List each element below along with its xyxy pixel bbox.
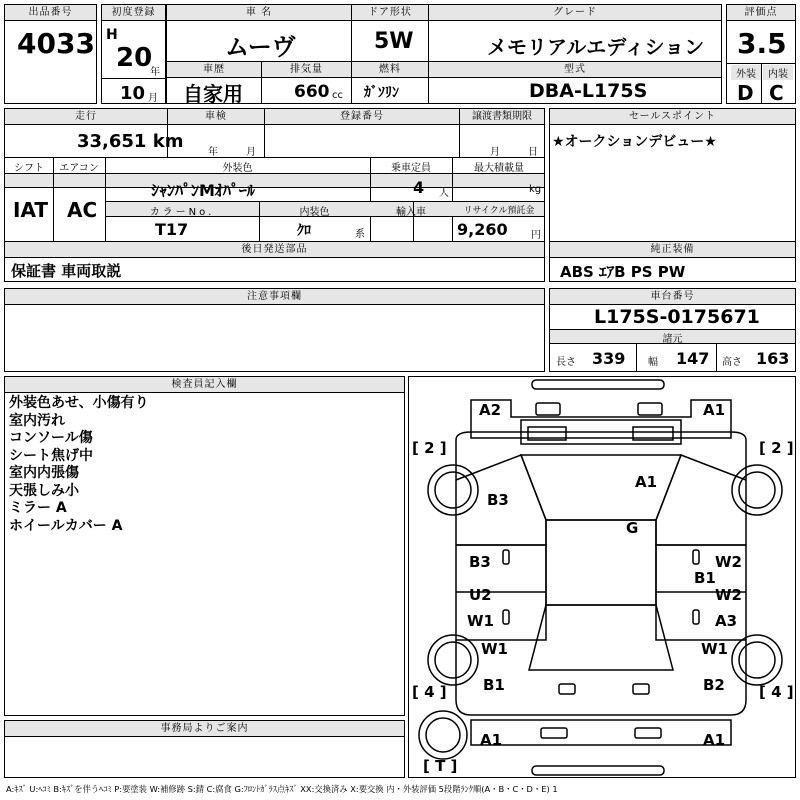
recycle-label: リサイクル預託金 — [463, 206, 535, 216]
inspector-line: 天張しみ小 — [9, 482, 79, 499]
interior-color-unit: 系 — [355, 229, 365, 240]
sales-point-label: セールスポイント — [550, 109, 795, 125]
color-no-label: カラーNo. — [149, 207, 215, 218]
insp-year-unit: 年 — [208, 147, 218, 158]
damage-mark: W2 — [715, 586, 742, 604]
first-reg-box — [101, 4, 166, 104]
capacity-unit: 人 — [439, 188, 449, 199]
inspector-label: 検査員記入欄 — [5, 377, 404, 393]
interior-color-label: 内装色 — [299, 207, 330, 218]
name-label: 車 名 — [167, 5, 351, 21]
inspector-box — [4, 376, 405, 716]
ac: AC — [67, 198, 98, 222]
damage-mark: W1 — [467, 612, 494, 630]
lot-box — [4, 4, 97, 104]
later-parts: 保証書 車両取説 — [11, 262, 122, 280]
inspector-line: シート焦げ中 — [9, 447, 93, 464]
reg-month: 10 — [120, 83, 146, 104]
chassis-label: 車台番号 — [550, 289, 795, 305]
fuel: ｶﾞｿﾘﾝ — [364, 85, 399, 101]
int-label: 内装 — [763, 65, 793, 80]
damage-mark: A1 — [480, 731, 503, 749]
month-unit: 月 — [148, 93, 158, 104]
length-label: 長さ — [556, 357, 576, 368]
sales-point: ★オークションデビュー★ — [552, 134, 717, 150]
fuel-box — [351, 61, 429, 104]
displacement-box — [261, 61, 352, 104]
damage-mark: A1 — [635, 473, 658, 491]
caution-label: 注意事項欄 — [5, 289, 544, 305]
era: H — [106, 27, 118, 43]
color-label: 外装色 — [222, 163, 253, 174]
model-box — [428, 61, 722, 104]
inspection-box — [167, 108, 265, 158]
displacement-unit: cc — [332, 90, 343, 101]
tire-mark: [ 2 ] — [412, 439, 447, 457]
damage-mark: B2 — [703, 676, 725, 694]
history-label: 車歴 — [167, 62, 261, 78]
history: 自家用 — [183, 82, 243, 106]
car-diagram-svg — [409, 377, 795, 777]
dims-label: 諸元 — [662, 334, 683, 345]
damage-mark: A3 — [715, 612, 738, 630]
ext-score: D — [737, 81, 754, 105]
equipment-box — [549, 241, 796, 282]
first-reg-label: 初度登録 — [102, 5, 165, 21]
score-box — [726, 4, 796, 104]
damage-mark: W1 — [701, 640, 728, 658]
damage-mark: W2 — [715, 553, 742, 571]
damage-mark: G — [626, 519, 639, 537]
door-box — [351, 4, 429, 62]
tire-mark: [ 4 ] — [412, 683, 447, 701]
inspector-line: 外装色あせ、小傷有り — [9, 395, 149, 411]
reg-year: 20 — [116, 43, 153, 73]
height-label: 高さ — [722, 357, 742, 368]
model-label: 型式 — [429, 62, 721, 78]
inspector-line: ホイールカバー A — [9, 517, 123, 534]
model: DBA-L175S — [529, 80, 648, 102]
inspector-line: ミラー A — [9, 500, 67, 516]
mileage: 33,651 km — [77, 131, 184, 152]
height: 163 — [756, 349, 790, 368]
displacement-label: 排気量 — [262, 62, 351, 78]
tire-mark: [ 2 ] — [759, 439, 794, 457]
damage-mark: W1 — [481, 640, 508, 658]
load-label: 最大積載量 — [474, 163, 524, 174]
mileage-label: 走行 — [5, 109, 167, 125]
inspector-line: 室内汚れ — [9, 412, 65, 429]
color-no: T17 — [155, 220, 189, 239]
car-name: ムーヴ — [225, 33, 296, 61]
width: 147 — [676, 349, 710, 368]
damage-mark: A2 — [479, 401, 502, 419]
damage-mark: U2 — [469, 586, 492, 604]
fuel-label: 燃料 — [352, 62, 428, 78]
caution-box — [4, 288, 545, 372]
int-score: C — [769, 81, 784, 105]
lot-label: 出品番号 — [5, 5, 96, 21]
grade-label: グレード — [429, 5, 721, 21]
inspection-label: 車検 — [168, 109, 264, 125]
damage-mark: B1 — [694, 569, 716, 587]
transfer-day-unit: 日 — [528, 147, 538, 158]
lot-number: 4033 — [17, 27, 95, 60]
length: 339 — [592, 349, 626, 368]
inspector-line: コンソール傷 — [9, 430, 93, 446]
door-label: ドア形状 — [352, 5, 428, 21]
transfer-month-unit: 月 — [490, 147, 500, 158]
capacity: 4 — [413, 178, 425, 197]
import-label: 輸入車 — [396, 207, 426, 218]
tire-mark: [ T ] — [423, 757, 458, 775]
name-box — [166, 4, 352, 62]
score-label: 評価点 — [727, 5, 795, 21]
later-parts-box — [4, 241, 545, 282]
chassis-box — [549, 288, 796, 372]
recycle-unit: 円 — [531, 230, 541, 241]
inspector-line: 室内内張傷 — [9, 465, 79, 481]
transfer-label: 譲渡書類期限 — [460, 109, 544, 125]
shift: IAT — [13, 198, 49, 222]
shift-label: シフト — [14, 163, 44, 174]
legend: A:ｷｽﾞ U:ﾍｺﾐ B:ｷｽﾞを伴うﾍｺﾐ P:要塗装 W:補修跡 S:錆 C:腐食 G:ﾌﾛﾝﾄｶﾞﾗｽ点ｷｽﾞ XX:交換済み X:要交換 内・外装評価 5段階ﾗﾝｸ順(A・B・C・D・E) 1 — [6, 784, 558, 794]
grade: メモリアルエディション — [487, 35, 705, 59]
equipment: ABS ｴｱB PS PW — [560, 263, 686, 281]
sales-point-box — [549, 108, 796, 242]
damage-mark: B1 — [483, 676, 505, 694]
transfer-box — [459, 108, 545, 158]
damage-mark: B3 — [487, 491, 509, 509]
chassis-number: L175S-0175671 — [594, 306, 760, 328]
exterior-color: ｼｬﾝﾊﾟﾝMｵﾊﾟｰﾙ — [151, 181, 255, 200]
damage-mark: A1 — [703, 731, 726, 749]
insp-month-unit: 月 — [246, 147, 256, 158]
year-unit: 年 — [150, 67, 160, 78]
history-box — [166, 61, 262, 104]
damage-mark: B3 — [469, 553, 491, 571]
mileage-box — [4, 108, 184, 158]
equipment-label: 純正装備 — [550, 242, 795, 258]
door-type: 5W — [374, 29, 414, 54]
ac-label: エアコン — [59, 163, 99, 174]
ext-label: 外装 — [731, 65, 761, 80]
interior-color: ｸﾛ — [297, 223, 311, 239]
car-diagram — [408, 376, 796, 778]
displacement: 660 — [294, 82, 330, 102]
office-label: 事務局よりご案内 — [5, 721, 404, 737]
office-box — [4, 720, 405, 778]
reg-number-box — [264, 108, 460, 158]
damage-mark: A1 — [703, 401, 726, 419]
load-unit: kg — [529, 184, 542, 195]
later-parts-label: 後日発送部品 — [5, 242, 544, 258]
spec-grid — [4, 157, 545, 242]
score: 3.5 — [737, 27, 787, 60]
capacity-label: 乗車定員 — [391, 163, 431, 174]
recycle: 9,260 — [457, 220, 508, 239]
reg-number-label: 登録番号 — [265, 109, 459, 125]
grade-box — [428, 4, 722, 62]
width-label: 幅 — [648, 357, 658, 368]
tire-mark: [ 4 ] — [759, 683, 794, 701]
